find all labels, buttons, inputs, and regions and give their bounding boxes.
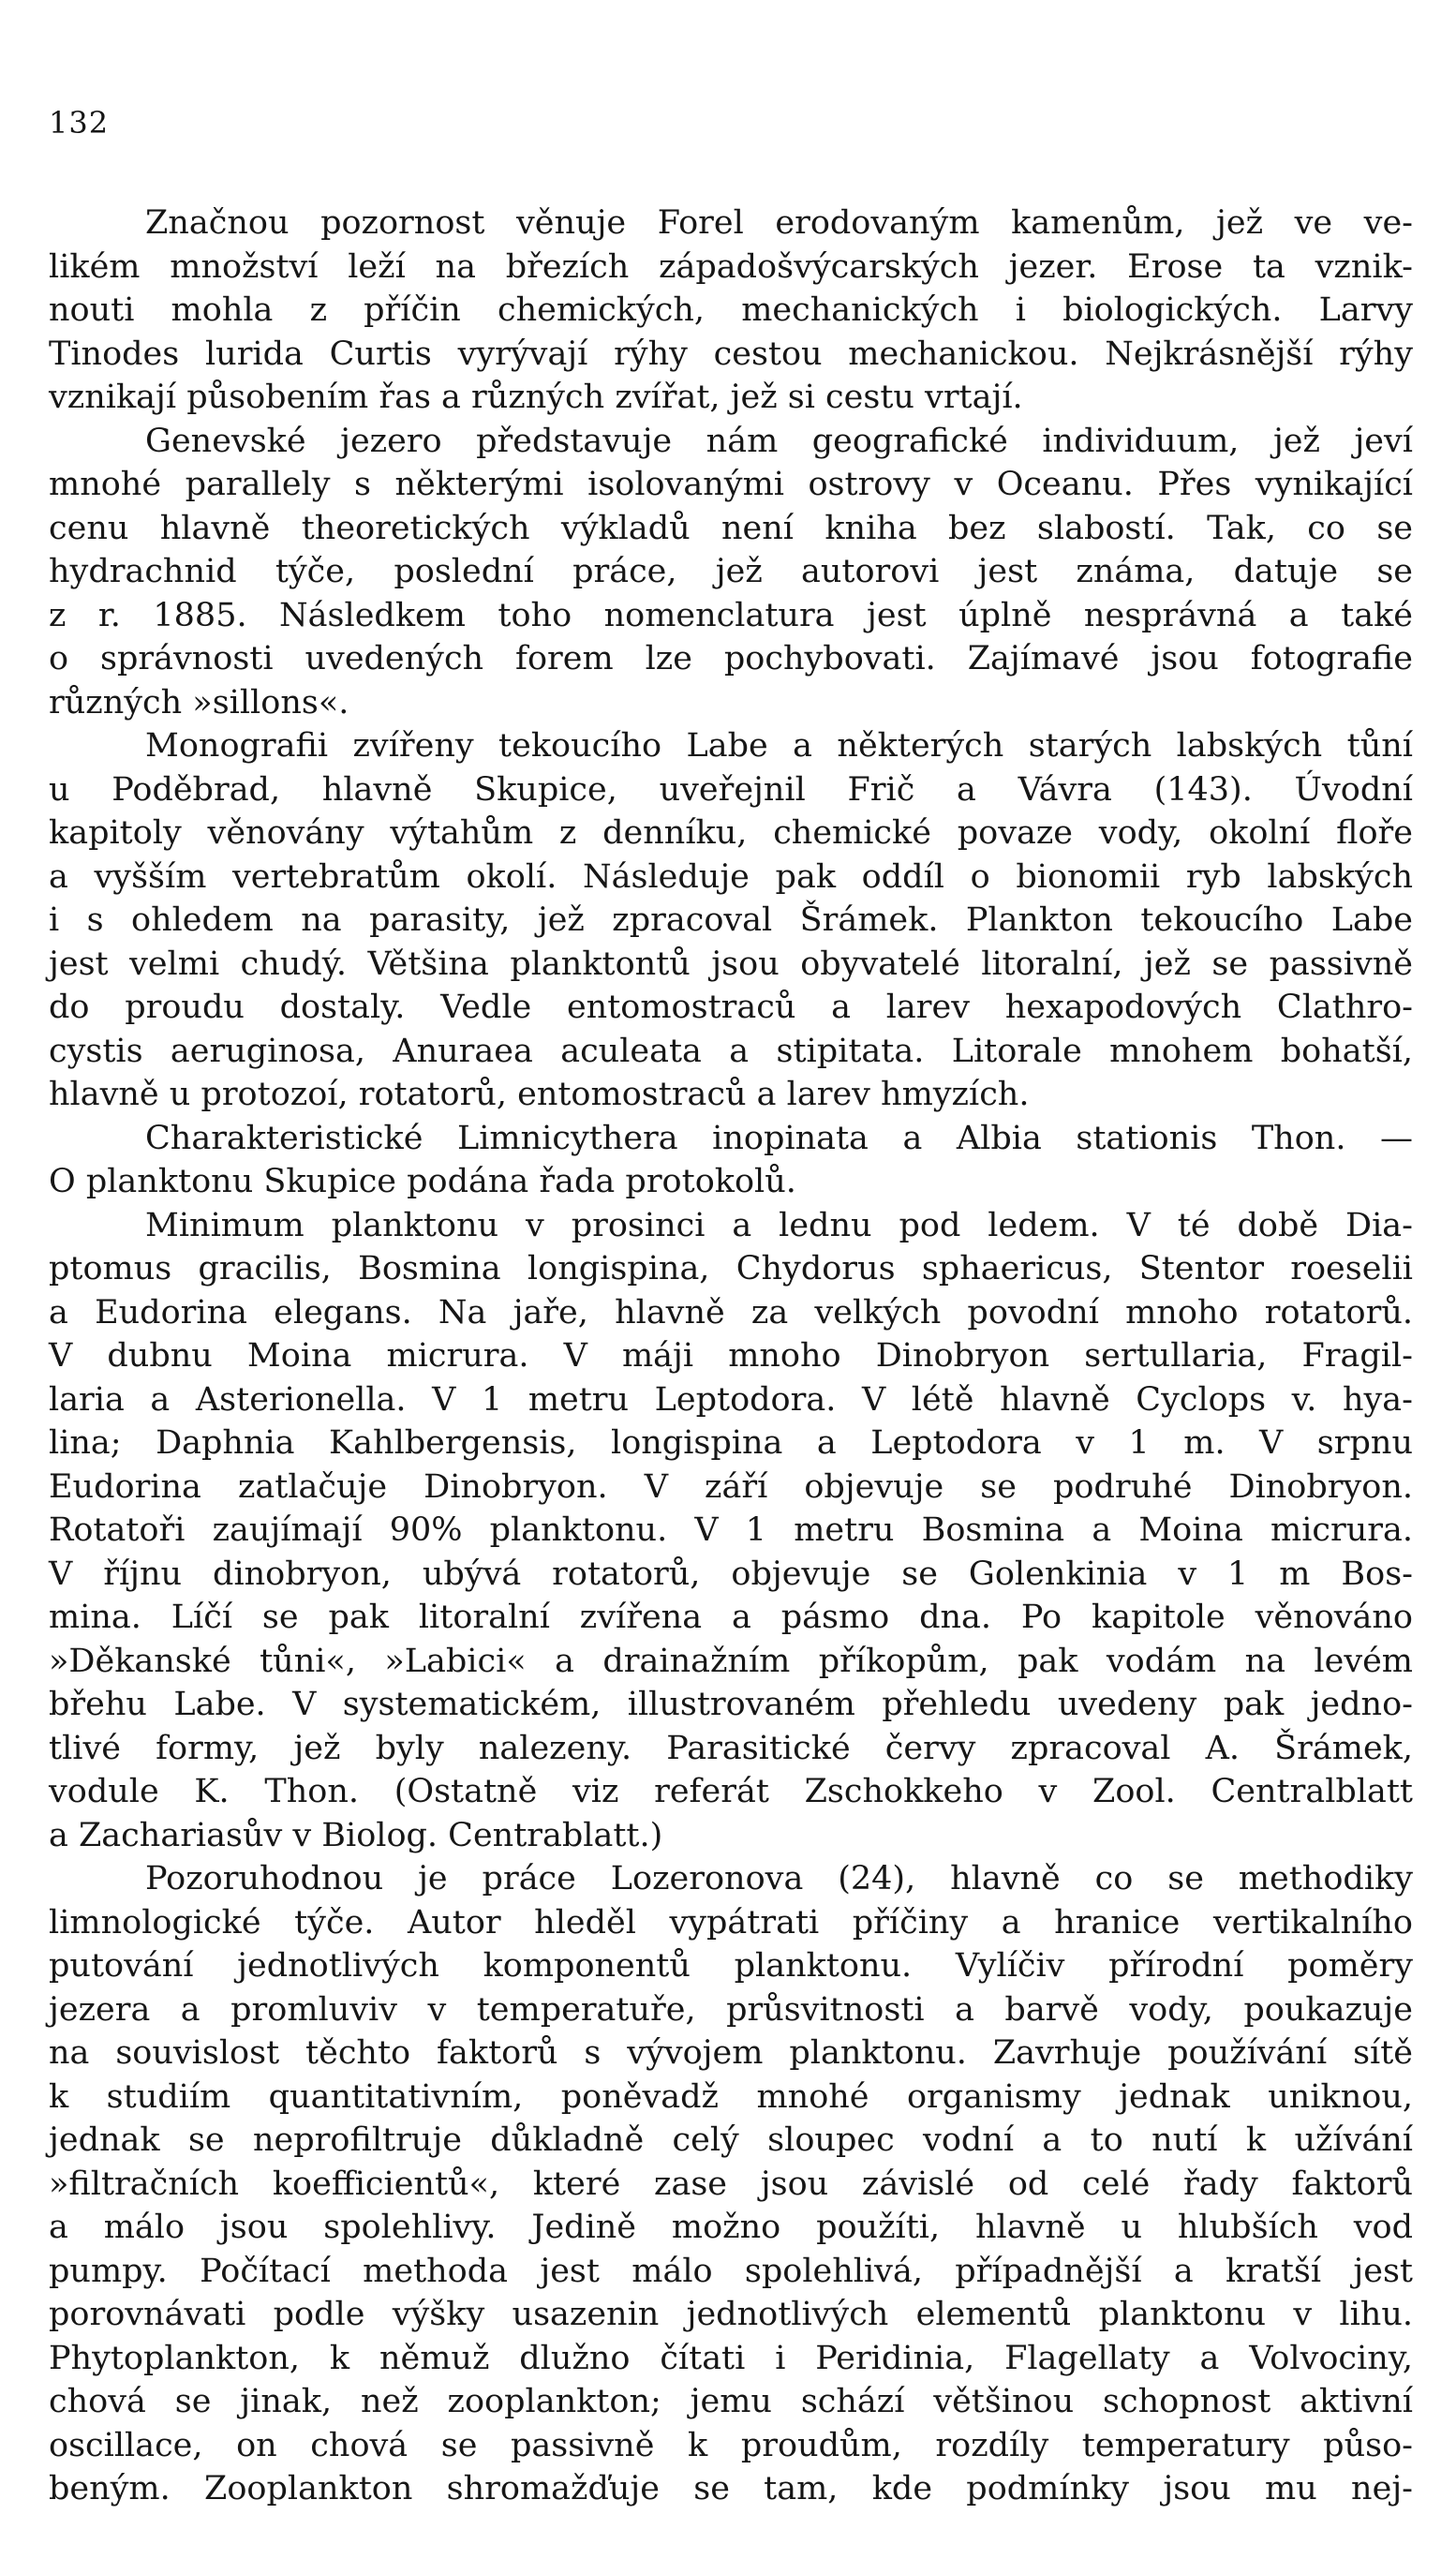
text-line: beným. Zooplankton shromažďuje se tam, kde podmínky jsou mu nej-: [49, 2470, 1413, 2507]
text-line: Minimum planktonu v prosinci a lednu pod ledem. V té době Dia-: [145, 1206, 1413, 1244]
text-line: nouti mohla z příčin chemických, mechanických i biologických. Larvy: [49, 291, 1413, 329]
text-line: Monografii zvířeny tekoucího Labe a některých starých labských tůní: [145, 727, 1413, 765]
text-line: O planktonu Skupice podána řada protokolů.: [49, 1163, 796, 1200]
text-line: oscillace, on chová se passivně k proudům, rozdíly temperatury půso-: [49, 2426, 1413, 2464]
text-line: mina. Líčí se pak litoralní zvířena a pásmo dna. Po kapitole věnováno: [49, 1599, 1413, 1636]
page-number: 132: [49, 105, 110, 141]
text-line: z r. 1885. Následkem toho nomenclatura jest úplně nesprávná a také: [49, 596, 1413, 634]
text-line: Pozoruhodnou je práce Lozeronova (24), hlavně co se methodiky: [145, 1860, 1413, 1897]
text-line: jezera a promluviv v temperatuře, průsvitnosti a barvě vody, poukazuje: [49, 1990, 1413, 2029]
text-line: ptomus gracilis, Bosmina longispina, Chydorus sphaericus, Stentor roeselii: [49, 1250, 1413, 1287]
text-line: V říjnu dinobryon, ubývá rotatorů, objevuje se Golenkinia v 1 m Bos-: [49, 1555, 1413, 1593]
text-line: likém množství leží na březích západošvýcarských jezer. Erose ta vznik-: [49, 247, 1413, 286]
text-line: Značnou pozornost věnuje Forel erodovaným kamenům, jež ve ve-: [145, 204, 1413, 242]
text-line: pumpy. Počítací methoda jest málo spolehlivá, případnější a kratší jest: [49, 2252, 1413, 2290]
text-line: Charakteristické Limnicythera inopinata a Albia stationis Thon. —: [145, 1119, 1413, 1157]
text-line: mnohé parallely s některými isolovanými ostrovy v Oceanu. Přes vynikající: [49, 466, 1413, 503]
text-line: vodule K. Thon. (Ostatně viz referát Zschokkeho v Zool. Centralblatt: [49, 1773, 1413, 1810]
text-line: k studiím quantitativním, poněvadž mnohé organismy jednak uniknou,: [49, 2077, 1413, 2116]
text-line: cystis aeruginosa, Anuraea aculeata a stipitata. Litorale mnohem bohatší,: [49, 1032, 1413, 1070]
text-line: »Děkanské tůni«, »Labici« a drainažním příkopům, pak vodám na levém: [49, 1642, 1413, 1680]
text-line: chová se jinak, než zooplankton; jemu schází většinou schopnost aktivní: [49, 2383, 1413, 2420]
text-line: do proudu dostaly. Vedle entomostraců a larev hexapodových Clathro-: [49, 989, 1413, 1026]
text-line: Tinodes lurida Curtis vyrývají rýhy cestou mechanickou. Nejkrásnější rýhy: [49, 335, 1413, 373]
text-line: hlavně u protozoí, rotatorů, entomostraců a larev hmyzích.: [49, 1076, 1030, 1113]
text-line: na souvislost těchto faktorů s vývojem planktonu. Zavrhuje používání sítě: [49, 2034, 1413, 2072]
text-line: kapitoly věnovány výtahům z denníku, chemické povaze vody, okolní floře: [49, 814, 1413, 852]
text-line: V dubnu Moina micrura. V máji mnoho Dinobryon sertullaria, Fragil-: [49, 1337, 1413, 1375]
text-line: hydrachnid týče, poslední práce, jež autorovi jest známa, datuje se: [49, 553, 1413, 590]
text-line: putování jednotlivých komponentů planktonu. Vylíčiv přírodní poměry: [49, 1947, 1413, 1985]
text-line: Phytoplankton, k němuž dlužno čítati i Peridinia, Flagellaty a Volvociny,: [49, 2339, 1413, 2377]
body-text: [49, 201, 1413, 2511]
text-line: vznikají působením řas a různých zvířat, jež si cestu vrtají.: [49, 379, 1023, 416]
text-line: a málo jsou spolehlivy. Jedině možno použíti, hlavně u hlubších vod: [49, 2209, 1413, 2246]
text-line: a vyšším vertebratům okolí. Následuje pak oddíl o bionomii ryb labských: [49, 857, 1413, 896]
text-line: o správnosti uvedených forem lze pochybovati. Zajímavé jsou fotografie: [49, 640, 1413, 677]
text-line: břehu Labe. V systematickém, illustrovaném přehledu uvedeny pak jedno-: [49, 1686, 1413, 1723]
text-line: u Poděbrad, hlavně Skupice, uveřejnil Frič a Vávra (143). Úvodní: [49, 770, 1413, 809]
text-line: limnologické týče. Autor hleděl vypátrati příčiny a hranice vertikalního: [49, 1903, 1413, 1942]
text-line: lina; Daphnia Kahlbergensis, longispina a Leptodora v 1 m. V srpnu: [49, 1424, 1413, 1462]
text-line: Rotatoři zaujímají 90% planktonu. V 1 metru Bosmina a Moina micrura.: [49, 1511, 1413, 1549]
text-line: cenu hlavně theoretických výkladů není kniha bez slabostí. Tak, co se: [49, 509, 1413, 547]
text-line: Eudorina zatlačuje Dinobryon. V září objevuje se podruhé Dinobryon.: [49, 1467, 1413, 1506]
text-line: různých »sillons«.: [49, 683, 349, 722]
text-line: »filtračních koefficientů«, které zase jsou závislé od celé řady faktorů: [49, 2165, 1413, 2203]
text-line: porovnávati podle výšky usazenin jednotlivých elementů planktonu v lihu.: [49, 2296, 1413, 2333]
text-line: laria a Asterionella. V 1 metru Leptodora. V létě hlavně Cyclops v. hya-: [49, 1380, 1413, 1419]
text-line: Genevské jezero představuje nám geografické individuum, jež jeví: [145, 422, 1413, 460]
text-line: a Zachariasův v Biolog. Centrablatt.): [49, 1816, 663, 1854]
text-line: a Eudorina elegans. Na jaře, hlavně za velkých povodní mnoho rotatorů.: [49, 1293, 1413, 1332]
text-line: jednak se neprofiltruje důkladně celý sloupec vodní a to nutí k užívání: [49, 2121, 1413, 2159]
text-line: i s ohledem na parasity, jež zpracoval Šrámek. Plankton tekoucího Labe: [49, 901, 1413, 939]
text-line: jest velmi chudý. Většina planktontů jsou obyvatelé litoralní, jež se passivně: [49, 945, 1413, 983]
text-line: tlivé formy, jež byly nalezeny. Parasitické červy zpracoval A. Šrámek,: [49, 1729, 1413, 1767]
